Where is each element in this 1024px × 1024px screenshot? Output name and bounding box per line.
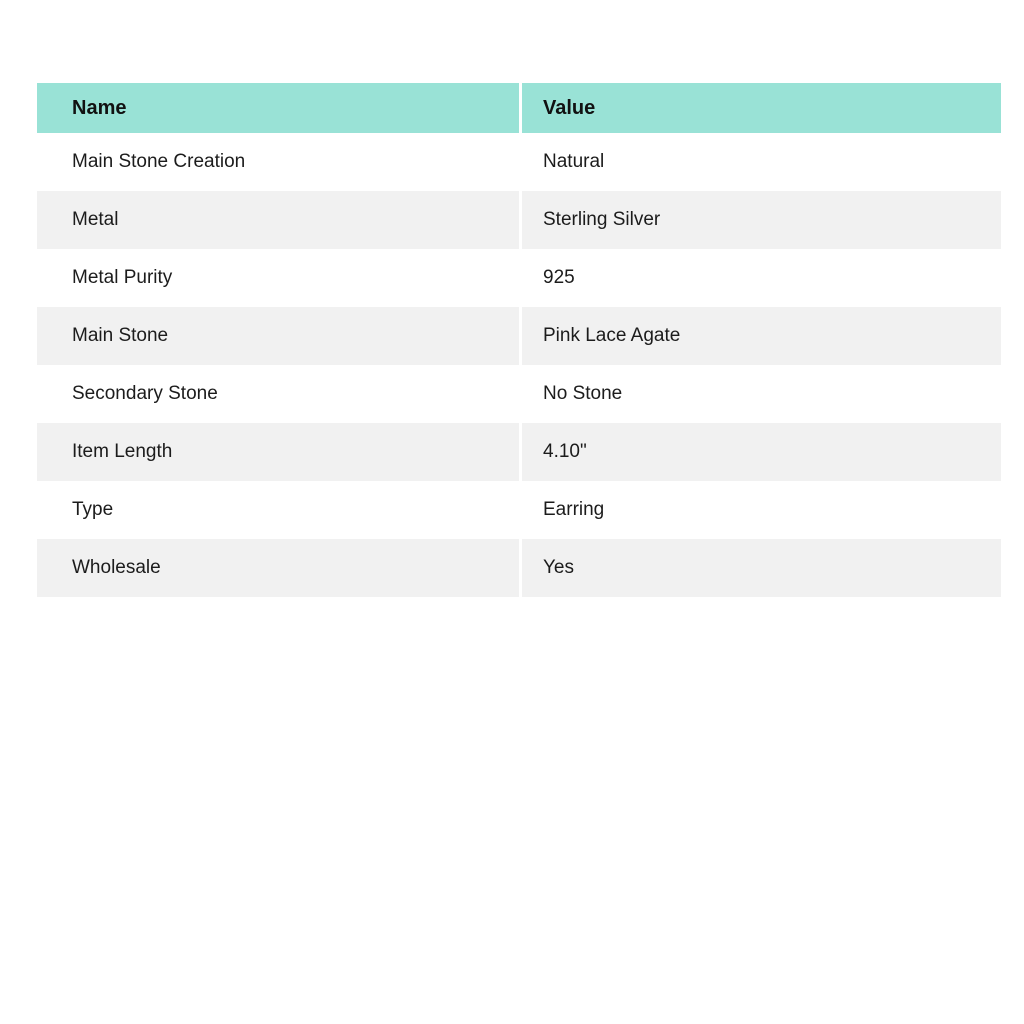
attribute-name-cell: Type	[37, 481, 522, 539]
attribute-name-cell: Main Stone Creation	[37, 133, 522, 191]
attribute-name-cell: Wholesale	[37, 539, 522, 597]
attribute-name-cell: Secondary Stone	[37, 365, 522, 423]
attribute-name-cell: Metal	[37, 191, 522, 249]
table-row	[37, 365, 1001, 423]
column-header-name: Name	[37, 83, 522, 133]
attribute-value-cell: Pink Lace Agate	[522, 307, 1001, 365]
column-header-value: Value	[522, 83, 1001, 133]
attribute-value-cell: 4.10"	[522, 423, 1001, 481]
product-attributes-table	[37, 83, 1001, 597]
attribute-value-cell: Yes	[522, 539, 1001, 597]
table-body	[37, 133, 1001, 597]
table-row	[37, 133, 1001, 191]
table-row	[37, 249, 1001, 307]
attribute-value-cell: No Stone	[522, 365, 1001, 423]
attribute-name-cell: Metal Purity	[37, 249, 522, 307]
attribute-name-cell: Main Stone	[37, 307, 522, 365]
attribute-value-cell: Natural	[522, 133, 1001, 191]
attribute-name-cell: Item Length	[37, 423, 522, 481]
table-header-row	[37, 83, 1001, 133]
attribute-value-cell: 925	[522, 249, 1001, 307]
table-row	[37, 423, 1001, 481]
table-row	[37, 539, 1001, 597]
table-row	[37, 307, 1001, 365]
table-row	[37, 191, 1001, 249]
attribute-value-cell: Earring	[522, 481, 1001, 539]
attribute-value-cell: Sterling Silver	[522, 191, 1001, 249]
table-row	[37, 481, 1001, 539]
